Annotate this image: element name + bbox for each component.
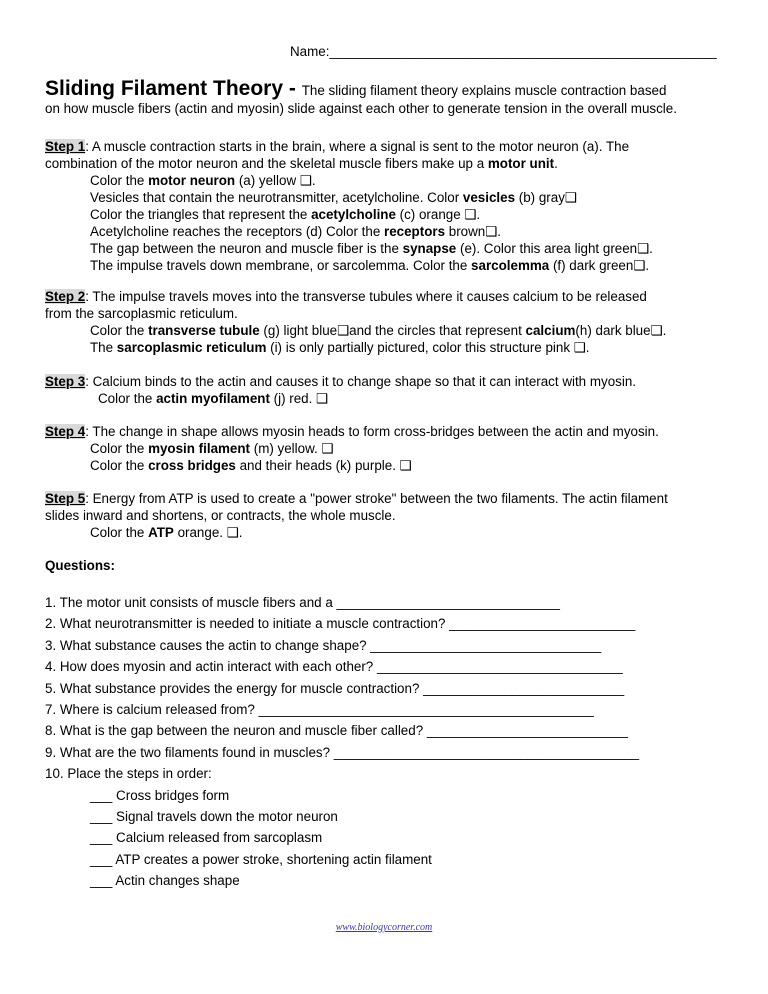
- step-5-text-cont: slides inward and shortens, or contracts, the whole muscle.: [45, 508, 396, 523]
- intro-text-line2: on how muscle fibers (actin and myosin) slide against each other to generate tension in the overall muscle.: [45, 101, 677, 116]
- page-title: Sliding Filament Theory: [45, 77, 284, 100]
- instruction-transverse-tubule[interactable]: Color the transverse tubule (g) light blue❑and the circles that represent calcium(h) dark blue❑.: [90, 323, 667, 338]
- order-item-signal[interactable]: ___ Signal travels down the motor neuron: [90, 809, 338, 825]
- step-1-label: Step 1: [45, 139, 86, 154]
- step-1-text-cont: combination of the motor neuron and the skeletal muscle fibers make up a: [45, 156, 488, 171]
- instruction-cross-bridges[interactable]: Color the cross bridges and their heads (k) purple. ❑: [90, 458, 412, 473]
- step-5: [45, 490, 725, 541]
- step-5-label: Step 5: [45, 491, 86, 506]
- instruction-synapse[interactable]: The gap between the neuron and muscle fiber is the synapse (e). Color this area light green❑.: [90, 241, 653, 256]
- step-3-label: Step 3: [45, 374, 86, 389]
- instruction-receptors[interactable]: Acetylcholine reaches the receptors (d) Color the receptors brown❑.: [90, 224, 501, 239]
- title-dash: -: [283, 77, 302, 100]
- instruction-actin-myofilament[interactable]: Color the actin myofilament (j) red. ❑: [98, 391, 329, 406]
- order-item-atp[interactable]: ___ ATP creates a power stroke, shortening actin filament: [90, 851, 432, 867]
- step-2-text-cont: from the sarcoplasmic reticulum.: [45, 306, 238, 321]
- intro-text-line1: The sliding filament theory explains muscle contraction based: [301, 83, 667, 98]
- order-item-actin[interactable]: ___ Actin changes shape: [90, 873, 240, 889]
- instruction-atp[interactable]: Color the ATP orange. ❑.: [90, 525, 243, 540]
- question-7[interactable]: 7. Where is calcium released from? _____________________________________________: [45, 702, 594, 718]
- question-9[interactable]: 9. What are the two filaments found in muscles? _________________________________________: [45, 744, 640, 760]
- questions-heading: Questions:: [45, 558, 115, 573]
- step-4: [45, 423, 725, 474]
- step-2-label: Step 2: [45, 289, 86, 304]
- question-10: 10. Place the steps in order:: [45, 766, 212, 782]
- step-4-text: : The change in shape allows myosin heads to form cross-bridges between the actin and myosin.: [85, 424, 659, 439]
- step-1: [45, 138, 725, 274]
- order-item-calcium[interactable]: ___ Calcium released from sarcoplasm: [90, 830, 323, 846]
- questions-list: [45, 592, 725, 892]
- question-5[interactable]: 5. What substance provides the energy for muscle contraction? ___________________________: [45, 680, 625, 696]
- step-3: [45, 373, 725, 407]
- instruction-vesicles[interactable]: Vesicles that contain the neurotransmitter, acetylcholine. Color vesicles (b) gray❑: [90, 190, 577, 205]
- step-5-text: : Energy from ATP is used to create a "power stroke" between the two filaments. The actin filament: [85, 491, 668, 506]
- instruction-acetylcholine[interactable]: Color the triangles that represent the acetylcholine (c) orange ❑.: [90, 207, 481, 222]
- instruction-sarcolemma[interactable]: The impulse travels down membrane, or sarcolemma. Color the sarcolemma (f) dark green❑.: [90, 258, 650, 273]
- name-field-line[interactable]: Name:____________________________________________________: [290, 44, 717, 59]
- question-3[interactable]: 3. What substance causes the actin to change shape? _______________________________: [45, 637, 602, 653]
- title-block: [45, 77, 725, 118]
- step-1-text: : A muscle contraction starts in the brain, where a signal is sent to the motor neuron (a). The: [85, 139, 630, 154]
- term-motor-unit: motor unit: [487, 156, 555, 171]
- step-1-period: .: [554, 156, 558, 171]
- order-item-cross-bridges[interactable]: ___ Cross bridges form: [90, 787, 230, 803]
- question-4[interactable]: 4. How does myosin and actin interact with each other? _________________________________: [45, 659, 623, 675]
- question-8[interactable]: 8. What is the gap between the neuron and muscle fiber called? ___________________________: [45, 723, 628, 739]
- step-3-text: : Calcium binds to the actin and causes it to change shape so that it can interact with myosin.: [85, 374, 636, 389]
- instruction-sarcoplasmic-reticulum[interactable]: The sarcoplasmic reticulum (i) is only partially pictured, color this structure pink ❑.: [90, 340, 590, 355]
- step-4-label: Step 4: [45, 424, 86, 439]
- question-1[interactable]: 1. The motor unit consists of muscle fibers and a ______________________________: [45, 595, 560, 610]
- step-2-text: : The impulse travels moves into the transverse tubules where it causes calcium to be released: [85, 289, 647, 304]
- instruction-motor-neuron[interactable]: Color the motor neuron (a) yellow ❑.: [90, 173, 316, 188]
- step-2: [45, 288, 725, 356]
- instruction-myosin-filament[interactable]: Color the myosin filament (m) yellow. ❑: [90, 441, 334, 456]
- question-2[interactable]: 2. What neurotransmitter is needed to initiate a muscle contraction? _________________________: [45, 616, 636, 632]
- footer-link[interactable]: www.biologycorner.com: [335, 922, 433, 933]
